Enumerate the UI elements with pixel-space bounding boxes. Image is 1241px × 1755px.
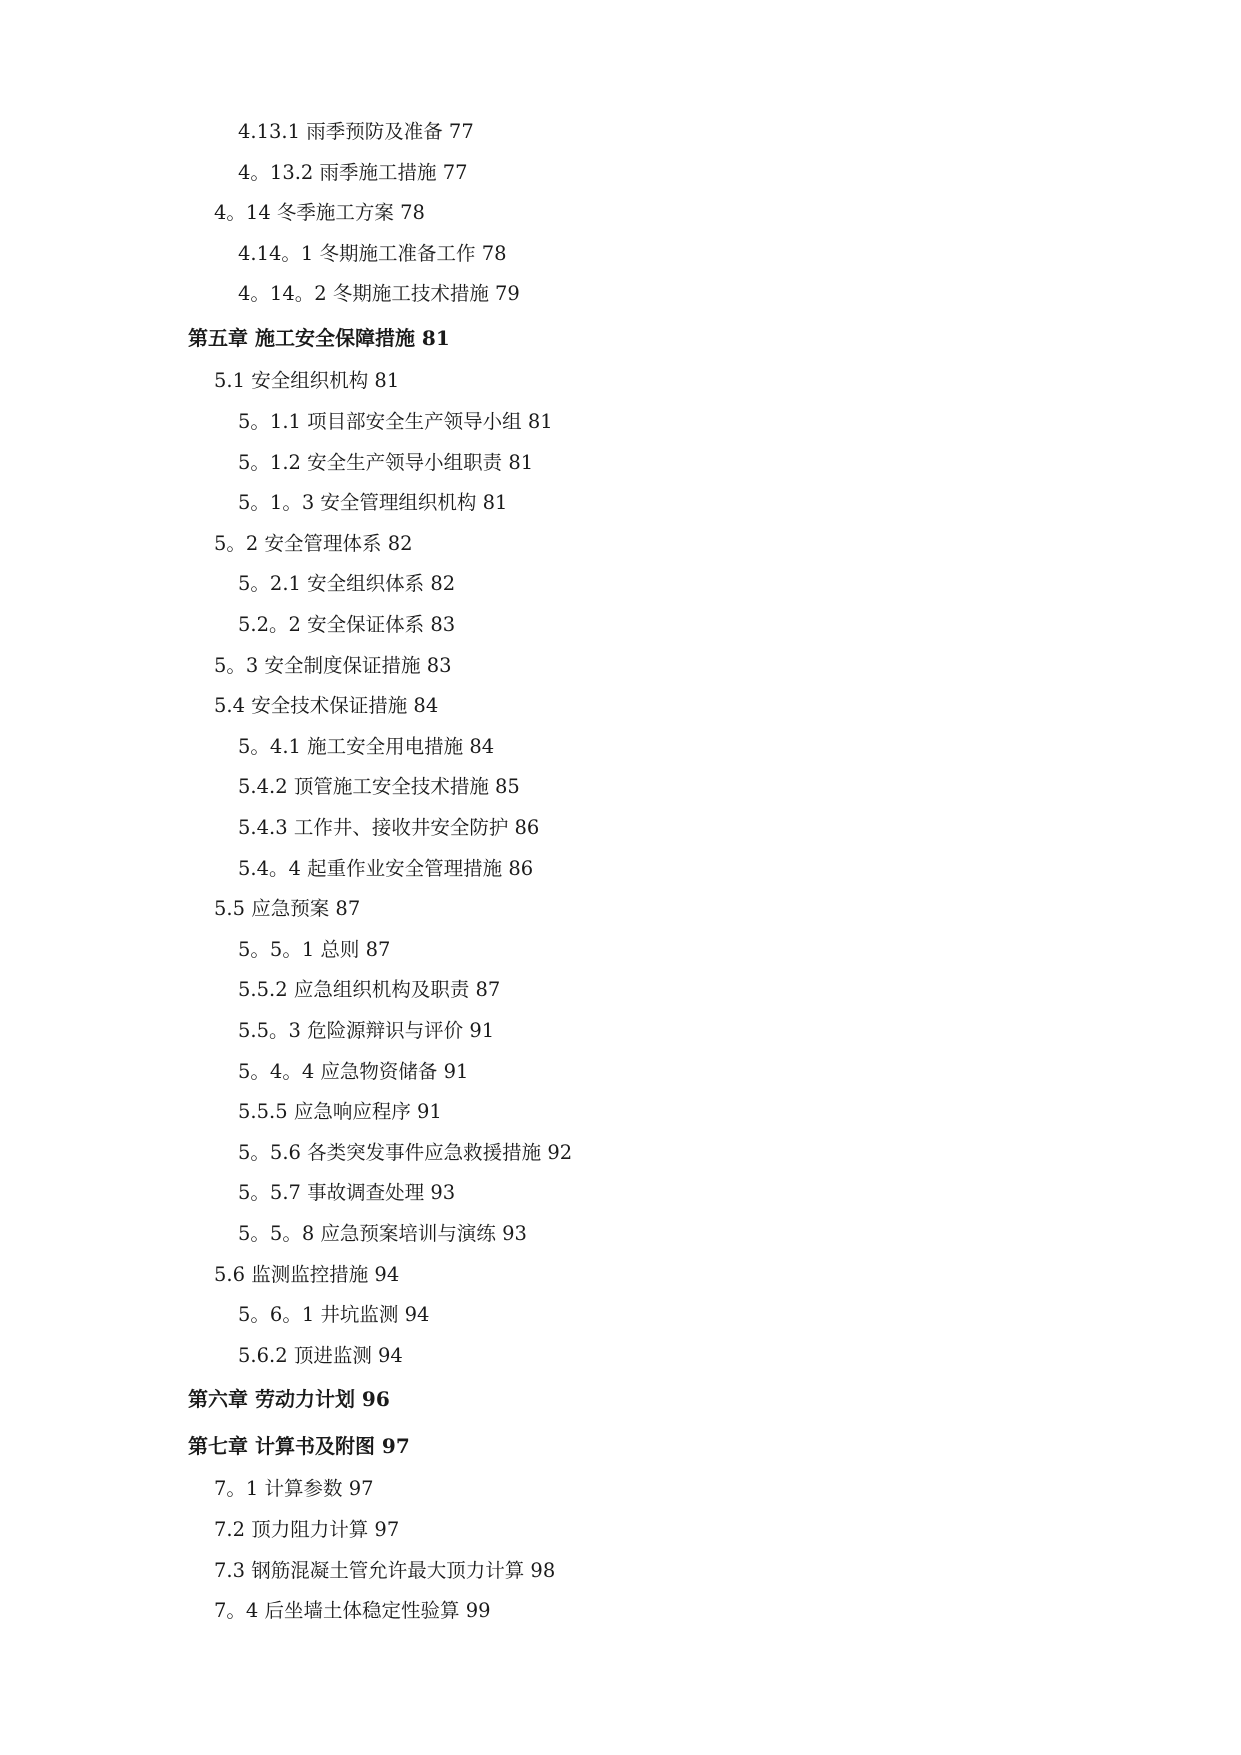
toc-subsection-entry: 5。5.7 事故调查处理 93 — [238, 1181, 456, 1205]
table-of-contents — [0, 112, 1241, 1632]
toc-subsection-entry: 5.5.5 应急响应程序 91 — [238, 1100, 442, 1124]
toc-subsection-entry: 5.6.2 顶进监测 94 — [238, 1343, 403, 1367]
toc-section-entry: 5.6 监测监控措施 94 — [214, 1262, 400, 1286]
toc-subsection-entry: 4。14。2 冬期施工技术措施 79 — [238, 282, 520, 306]
toc-subsection-entry: 5。5.6 各类突发事件应急救援措施 92 — [238, 1140, 573, 1164]
toc-section-entry: 5.1 安全组织机构 81 — [214, 369, 400, 393]
toc-chapter-heading: 第七章 计算书及附图 97 — [188, 1433, 410, 1458]
toc-section-entry: 5.4 安全技术保证措施 84 — [214, 694, 439, 718]
toc-subsection-entry: 5。1.2 安全生产领导小组职责 81 — [238, 450, 534, 474]
toc-subsection-entry: 4.14。1 冬期施工准备工作 78 — [238, 241, 507, 265]
toc-section-entry: 4。14 冬季施工方案 78 — [214, 201, 425, 225]
toc-chapter-heading: 第五章 施工安全保障措施 81 — [188, 325, 450, 350]
toc-subsection-entry: 5。5。1 总则 87 — [238, 937, 391, 961]
toc-section-entry: 7。4 后坐墙土体稳定性验算 99 — [214, 1599, 491, 1623]
toc-subsection-entry: 4。13.2 雨季施工措施 77 — [238, 160, 468, 184]
toc-subsection-entry: 5.4。4 起重作业安全管理措施 86 — [238, 856, 534, 880]
toc-subsection-entry: 5.2。2 安全保证体系 83 — [238, 613, 456, 637]
toc-section-entry: 7。1 计算参数 97 — [214, 1477, 374, 1501]
toc-subsection-entry: 5.5。3 危险源辩识与评价 91 — [238, 1018, 495, 1042]
toc-section-entry: 5。2 安全管理体系 82 — [214, 531, 413, 555]
toc-section-entry: 5.5 应急预案 87 — [214, 897, 361, 921]
toc-subsection-entry: 5。1.1 项目部安全生产领导小组 81 — [238, 410, 553, 434]
toc-subsection-entry: 5。4。4 应急物资储备 91 — [238, 1059, 469, 1083]
toc-subsection-entry: 5.4.3 工作井、接收井安全防护 86 — [238, 816, 540, 839]
toc-subsection-entry: 5。4.1 施工安全用电措施 84 — [238, 734, 495, 758]
toc-subsection-entry: 4.13.1 雨季预防及准备 77 — [238, 120, 474, 143]
toc-subsection-entry: 5.5.2 应急组织机构及职责 87 — [238, 978, 501, 1002]
toc-section-entry: 7.3 钢筋混凝土管允许最大顶力计算 98 — [214, 1558, 556, 1582]
toc-subsection-entry: 5。6。1 井坑监测 94 — [238, 1303, 430, 1327]
toc-chapter-heading: 第六章 劳动力计划 96 — [188, 1387, 390, 1412]
toc-subsection-entry: 5。2.1 安全组织体系 82 — [238, 572, 456, 596]
toc-section-entry: 7.2 顶力阻力计算 97 — [214, 1517, 400, 1541]
toc-subsection-entry: 5。1。3 安全管理组织机构 81 — [238, 491, 508, 515]
toc-section-entry: 5。3 安全制度保证措施 83 — [214, 653, 452, 677]
toc-subsection-entry: 5。5。8 应急预案培训与演练 93 — [238, 1221, 527, 1245]
toc-subsection-entry: 5.4.2 顶管施工安全技术措施 85 — [238, 775, 520, 799]
